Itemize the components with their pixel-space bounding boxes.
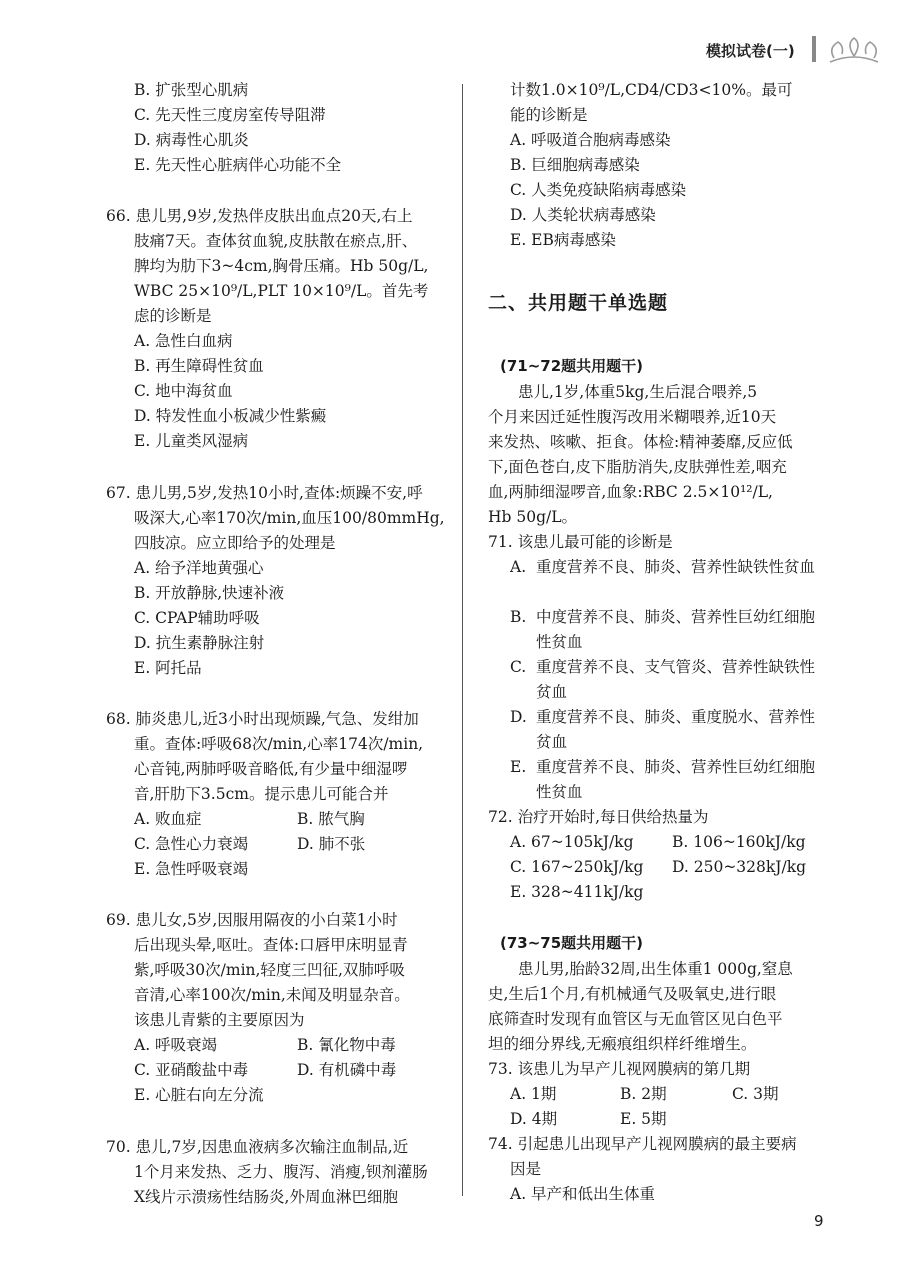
- q69-option: D. 有机磷中毒: [297, 1061, 397, 1079]
- group2-stem-line: 患儿男,胎龄32周,出生体重1 000g,窒息: [518, 960, 793, 978]
- q67-option: B. 开放静脉,快速补液: [134, 584, 285, 602]
- q68-option: B. 脓气胸: [297, 810, 365, 828]
- q68-stem-line: 68. 肺炎患儿,近3小时出现烦躁,气急、发绀加: [106, 710, 419, 728]
- q69-option: C. 亚硝酸盐中毒: [134, 1061, 249, 1079]
- q72-option: B. 106~160kJ/kg: [672, 833, 806, 851]
- q69-stem-line: 69. 患儿女,5岁,因服用隔夜的小白菜1小时: [106, 911, 398, 929]
- q66-stem-line: 66. 患儿男,9岁,发热伴皮肤出血点20天,右上: [106, 207, 413, 225]
- q66-stem-line: 虑的诊断是: [134, 307, 212, 325]
- q70-stem-line: 能的诊断是: [510, 106, 588, 124]
- q70-stem-line: X线片示溃疡性结肠炎,外周血淋巴细胞: [134, 1188, 398, 1206]
- q68-option: C. 急性心力衰竭: [134, 835, 249, 853]
- q71-option-text: 重度营养不良、支气管炎、营养性缺铁性贫血: [536, 658, 816, 701]
- q71-option-letter: A.: [510, 558, 527, 576]
- section-title: 二、共用题干单选题: [488, 292, 669, 314]
- page-header: [0, 34, 900, 74]
- q72-option: C. 167~250kJ/kg: [510, 858, 644, 876]
- publisher-logo-icon: [824, 34, 884, 66]
- q65-option-e: E. 先天性心脏病伴心功能不全: [134, 156, 342, 174]
- q67-option: D. 抗生素静脉注射: [134, 634, 265, 652]
- q68-option: E. 急性呼吸衰竭: [134, 860, 249, 878]
- q71-option-letter: C.: [510, 658, 527, 676]
- q68-stem-line: 音,肝肋下3.5cm。提示患儿可能合并: [134, 785, 389, 803]
- q74-stem-line: 74. 引起患儿出现早产儿视网膜病的最主要病: [488, 1135, 797, 1153]
- q66-option: A. 急性白血病: [134, 332, 233, 350]
- q74-option: A. 早产和低出生体重: [510, 1185, 656, 1203]
- column-divider: [462, 84, 463, 1196]
- q69-option: E. 心脏右向左分流: [134, 1086, 264, 1104]
- q73-option: A. 1期: [510, 1085, 557, 1103]
- q73-option: B. 2期: [620, 1085, 667, 1103]
- q67-option: C. CPAP辅助呼吸: [134, 609, 260, 627]
- q68-option: D. 肺不张: [297, 835, 366, 853]
- q68-option: A. 败血症: [134, 810, 202, 828]
- q71-question: 71. 该患儿最可能的诊断是: [488, 533, 673, 551]
- q65-option-c: C. 先天性三度房室传导阻滞: [134, 106, 326, 124]
- group1-stem-line: 血,两肺细湿啰音,血象:RBC 2.5×10¹²/L,: [488, 483, 773, 501]
- q73-option: C. 3期: [732, 1085, 779, 1103]
- q67-stem-line: 四肢凉。应立即给予的处理是: [134, 534, 336, 552]
- q71-option-letter: D.: [510, 708, 527, 726]
- q71-option-letter: E.: [510, 758, 527, 776]
- q71-option-letter: B.: [510, 608, 527, 626]
- group2-stem-line: 底筛查时发现有血管区与无血管区见白色平: [488, 1010, 783, 1028]
- group-title: (71~72题共用题干): [500, 357, 644, 375]
- group1-stem-line: 来发热、咳嗽、拒食。体检:精神萎靡,反应低: [488, 433, 793, 451]
- q72-question: 72. 治疗开始时,每日供给热量为: [488, 808, 709, 826]
- q70-option: E. EB病毒感染: [510, 231, 616, 249]
- group2-stem-line: 史,生后1个月,有机械通气及吸氧史,进行眼: [488, 985, 777, 1003]
- q67-stem-line: 67. 患儿男,5岁,发热10小时,查体:烦躁不安,呼: [106, 484, 423, 502]
- header-title: 模拟试卷(一): [706, 42, 795, 60]
- q70-stem-line: 计数1.0×10⁹/L,CD4/CD3<10%。最可: [510, 81, 793, 99]
- q70-option: A. 呼吸道合胞病毒感染: [510, 131, 671, 149]
- q73-question: 73. 该患儿为早产儿视网膜病的第几期: [488, 1060, 751, 1078]
- q70-option: D. 人类轮状病毒感染: [510, 206, 656, 224]
- q66-option: D. 特发性血小板减少性紫癜: [134, 407, 327, 425]
- q68-stem-line: 心音钝,两肺呼吸音略低,有少量中细湿啰: [134, 760, 408, 778]
- q73-option: D. 4期: [510, 1110, 558, 1128]
- q65-option-b: B. 扩张型心肌病: [134, 81, 249, 99]
- q73-option: E. 5期: [620, 1110, 667, 1128]
- q67-option: E. 阿托品: [134, 659, 202, 677]
- q66-stem-line: 脾均为肋下3~4cm,胸骨压痛。Hb 50g/L,: [134, 257, 429, 275]
- q69-stem-line: 该患儿青紫的主要原因为: [134, 1011, 305, 1029]
- q71-option-text: 重度营养不良、肺炎、重度脱水、营养性贫血: [536, 708, 816, 751]
- q66-option: C. 地中海贫血: [134, 382, 233, 400]
- q66-stem-line: WBC 25×10⁹/L,PLT 10×10⁹/L。首先考: [134, 282, 429, 300]
- q67-stem-line: 吸深大,心率170次/min,血压100/80mmHg,: [134, 509, 445, 527]
- q74-stem-line: 因是: [510, 1160, 542, 1178]
- q65-option-d: D. 病毒性心肌炎: [134, 131, 249, 149]
- q69-stem-line: 紫,呼吸30次/min,轻度三凹征,双肺呼吸: [134, 961, 405, 979]
- q66-stem-line: 肢痛7天。查体贫血貌,皮肤散在瘀点,肝、: [134, 232, 418, 250]
- q70-option: B. 巨细胞病毒感染: [510, 156, 640, 174]
- q69-option: B. 氰化物中毒: [297, 1036, 396, 1054]
- page-number: 9: [814, 1212, 824, 1230]
- q68-stem-line: 重。查体:呼吸68次/min,心率174次/min,: [134, 735, 424, 753]
- q70-stem-line: 1个月来发热、乏力、腹泻、消瘦,钡剂灌肠: [134, 1163, 428, 1181]
- q67-option: A. 给予洋地黄强心: [134, 559, 264, 577]
- q69-option: A. 呼吸衰竭: [134, 1036, 218, 1054]
- q69-stem-line: 后出现头晕,呕吐。查体:口唇甲床明显青: [134, 936, 408, 954]
- q72-option: E. 328~411kJ/kg: [510, 883, 644, 901]
- q66-option: B. 再生障碍性贫血: [134, 357, 264, 375]
- q70-option: C. 人类免疫缺陷病毒感染: [510, 181, 687, 199]
- q70-stem-line: 70. 患儿,7岁,因患血液病多次输注血制品,近: [106, 1138, 409, 1156]
- q69-stem-line: 音清,心率100次/min,未闻及明显杂音。: [134, 986, 410, 1004]
- q72-option: A. 67~105kJ/kg: [510, 833, 634, 851]
- group2-stem-line: 坦的细分界线,无瘢痕组织样纤维增生。: [488, 1035, 757, 1053]
- group1-stem-line: 个月来因迁延性腹泻改用米糊喂养,近10天: [488, 408, 777, 426]
- group1-stem-line: 下,面色苍白,皮下脂肪消失,皮肤弹性差,咽充: [488, 458, 787, 476]
- header-divider-bar: [812, 36, 816, 62]
- q71-option-text: 重度营养不良、肺炎、营养性缺铁性贫血: [536, 558, 816, 576]
- q72-option: D. 250~328kJ/kg: [672, 858, 807, 876]
- q66-option: E. 儿童类风湿病: [134, 432, 249, 450]
- q71-option-text: 中度营养不良、肺炎、营养性巨幼红细胞性贫血: [536, 608, 816, 651]
- group-title: (73~75题共用题干): [500, 934, 644, 952]
- q71-option-text: 重度营养不良、肺炎、营养性巨幼红细胞性贫血: [536, 758, 816, 801]
- group1-stem-line: 患儿,1岁,体重5kg,生后混合喂养,5: [518, 383, 758, 401]
- group1-stem-line: Hb 50g/L。: [488, 508, 578, 526]
